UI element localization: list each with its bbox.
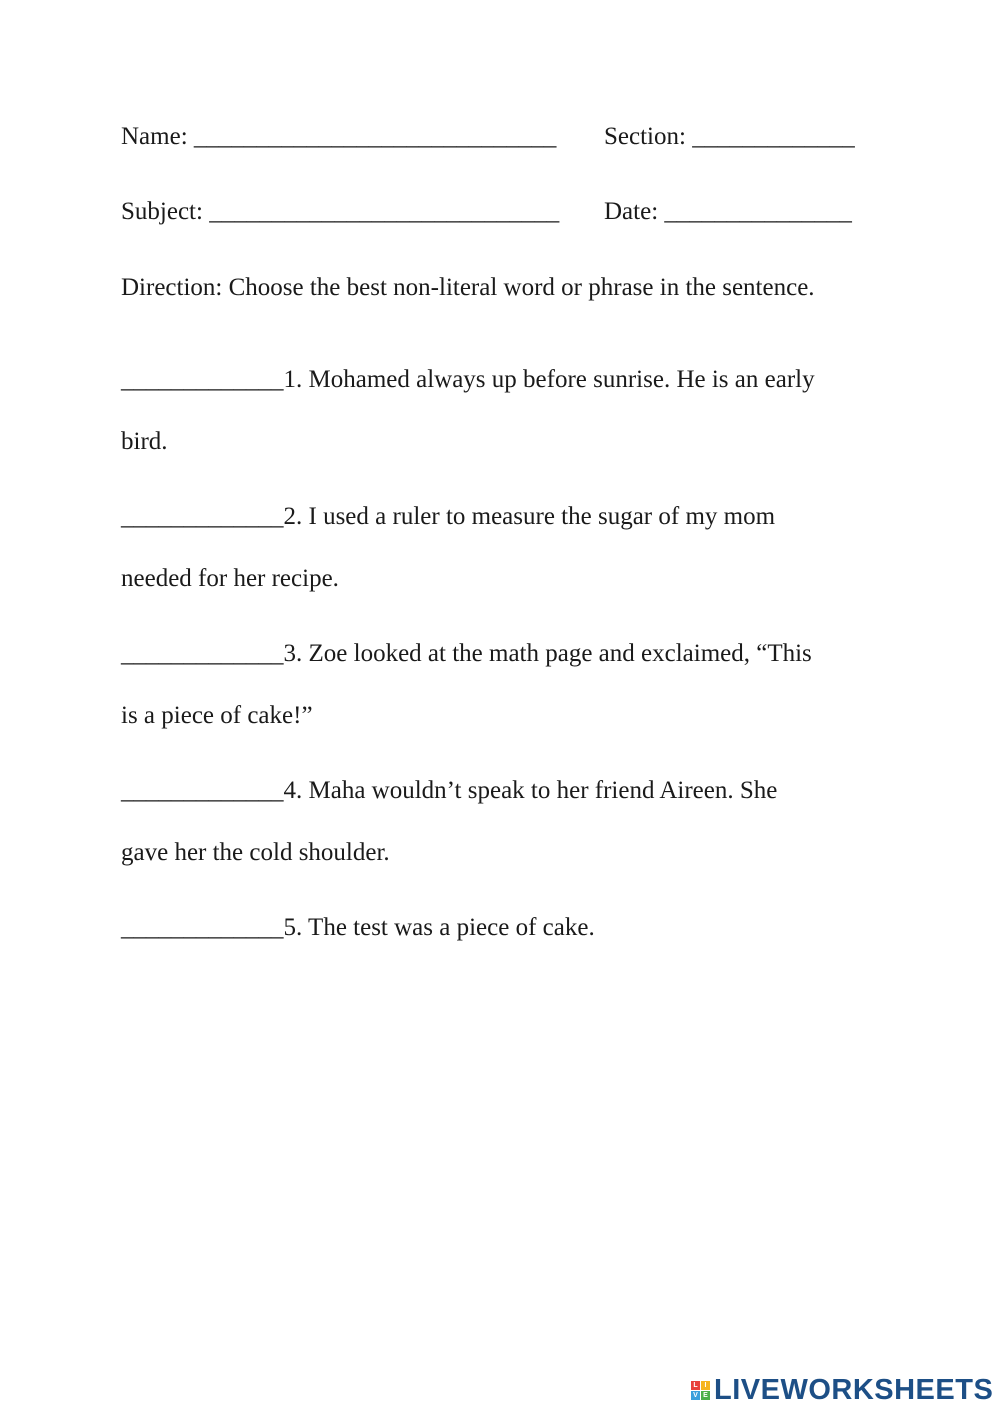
logo-mark-i: I (701, 1381, 710, 1390)
question-1 (121, 365, 815, 395)
liveworksheets-logo-text: LIVEWORKSHEETS (714, 1373, 994, 1406)
answer-blank-3[interactable]: _____________ (121, 640, 284, 667)
question-4 (121, 776, 777, 806)
answer-blank-1[interactable]: _____________ (121, 366, 284, 393)
date-blank[interactable]: _______________ (664, 198, 852, 225)
section-field-row (604, 122, 855, 152)
date-label: Date: (604, 198, 659, 225)
answer-blank-4[interactable]: _____________ (121, 777, 284, 804)
question-1-continuation: bird. (121, 428, 168, 455)
section-label: Section: (604, 123, 686, 150)
question-5 (121, 913, 595, 943)
question-2-text: 2. I used a ruler to measure the sugar of my mom (283, 503, 776, 530)
direction-text: Direction: Choose the best non-literal word or phrase in the sentence. (121, 274, 815, 301)
question-4-text: 4. Maha wouldn’t speak to her friend Aireen. She (283, 777, 778, 804)
question-3 (121, 639, 812, 669)
section-blank[interactable]: _____________ (692, 123, 855, 150)
question-5-text: 5. The test was a piece of cake. (283, 914, 595, 941)
liveworksheets-logo-icon (691, 1381, 710, 1400)
logo-mark-e: E (701, 1391, 710, 1400)
subject-label: Subject: (121, 198, 203, 225)
name-field-row (121, 122, 556, 152)
name-blank[interactable]: _____________________________ (193, 123, 557, 150)
answer-blank-2[interactable]: _____________ (121, 503, 284, 530)
answer-blank-5[interactable]: _____________ (121, 914, 284, 941)
name-label: Name: (121, 123, 188, 150)
subject-field-row (121, 197, 559, 227)
liveworksheets-logo[interactable] (691, 1374, 993, 1406)
subject-blank[interactable]: ____________________________ (209, 198, 560, 225)
question-1-text: 1. Mohamed always up before sunrise. He is an early (283, 366, 815, 393)
question-3-text: 3. Zoe looked at the math page and exclaimed, “This (283, 640, 812, 667)
question-2-continuation: needed for her recipe. (121, 565, 339, 592)
logo-mark-v: V (691, 1391, 700, 1400)
question-3-continuation: is a piece of cake!” (121, 702, 313, 729)
date-field-row (604, 197, 852, 227)
question-4-continuation: gave her the cold shoulder. (121, 839, 390, 866)
logo-mark-l: L (691, 1381, 700, 1390)
question-2 (121, 502, 775, 532)
